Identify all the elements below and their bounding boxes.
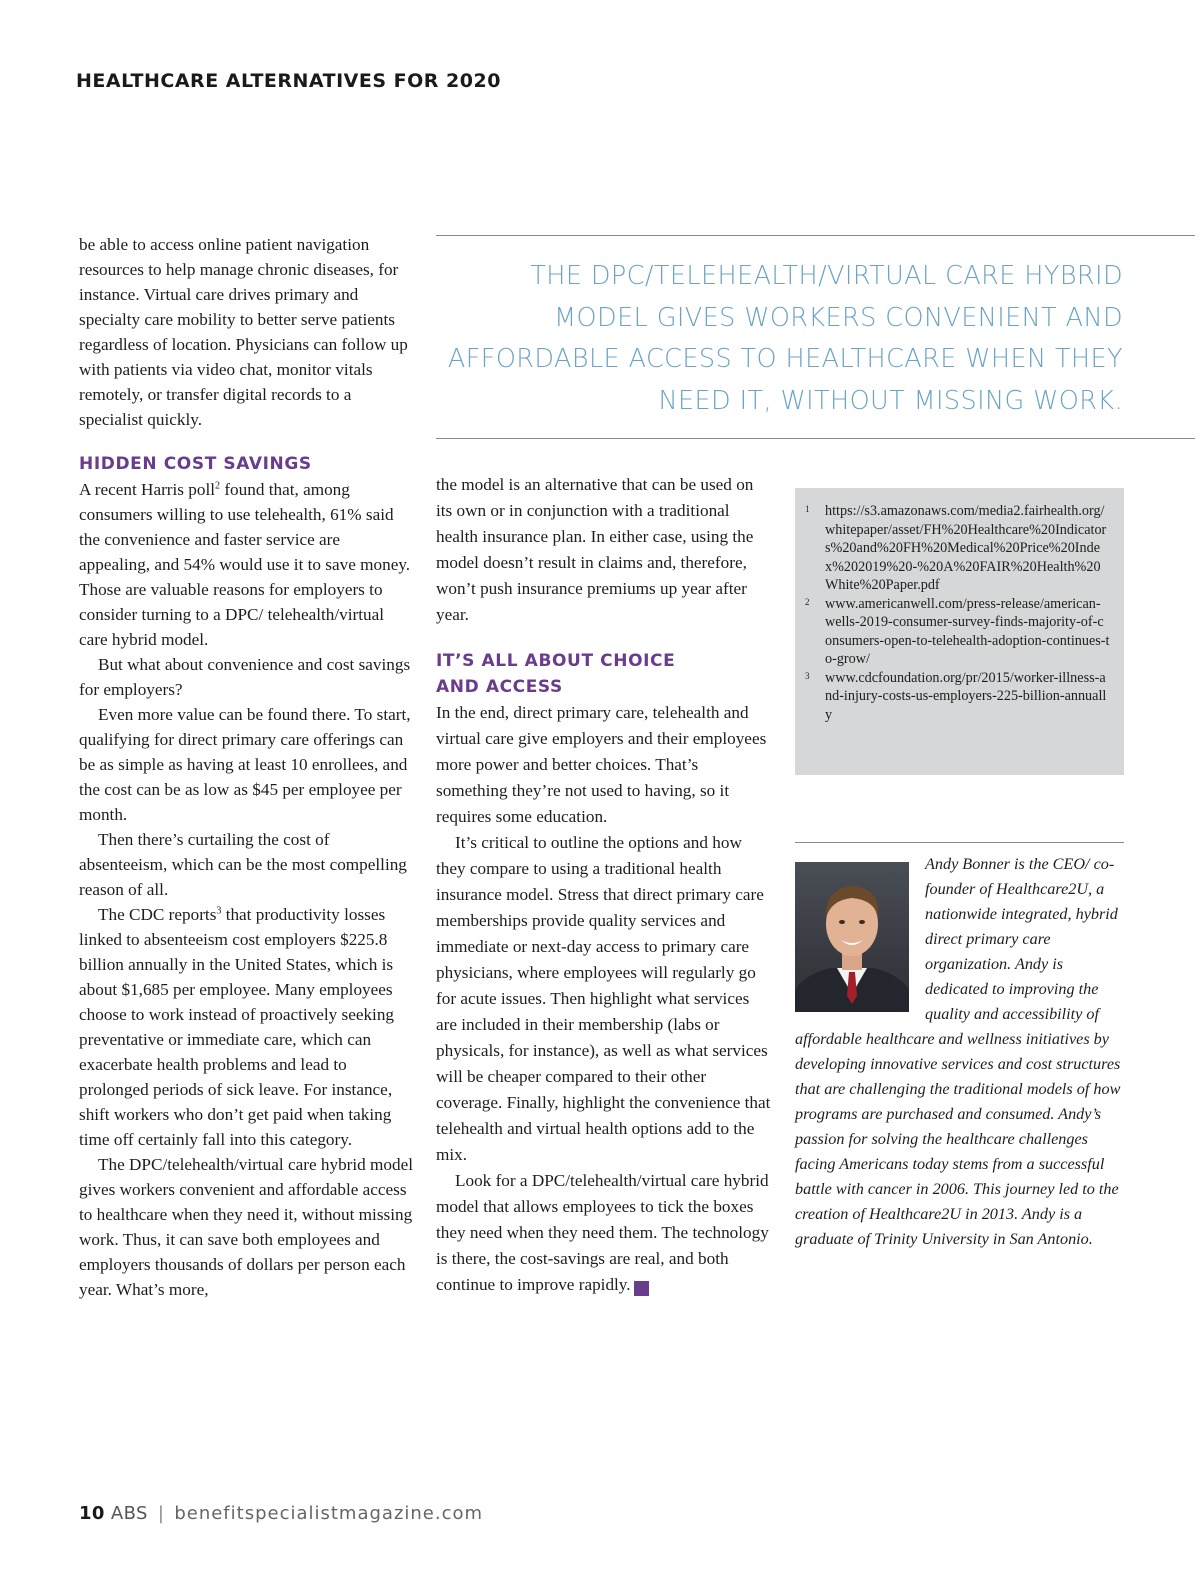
subhead-line: AND ACCESS [436,677,563,697]
paragraph [436,1168,771,1298]
article-column-1 [79,232,414,1302]
subhead-line: IT’S ALL ABOUT CHOICE [436,651,676,671]
paragraph: But what about convenience and cost savings for employers? [79,655,411,699]
subhead-choice-and-access [436,648,771,700]
website-link[interactable]: benefitspecialistmagazine.com [174,1503,484,1524]
article-column-2 [436,472,771,1298]
paragraph: In the end, direct primary care, telehealth and virtual care give employers and their employees more power and better choices. That’s something they’re not used to having, so it requires some education. [436,703,767,826]
footnote [805,669,1110,725]
footnote-text: www.cdcfoundation.org/pr/2015/worker-illness-and-injury-costs-us-employers-225-billion-annually [825,669,1107,723]
footnote [805,595,1110,669]
footnote-text: https://s3.amazonaws.com/media2.fairhealth.org/whitepaper/asset/FH%20Healthcare%20Indicators%20and%20FH%20Medical%20Price%20Index%202019%20-%20A%20FAIR%20Health%20White%20Paper.pdf [825,503,1107,593]
paragraph: the model is an alternative that can be used on its own or in conjunction with a traditional health insurance plan. In either case, using the model doesn’t result in claims and, therefore, won’t push insurance premiums up year after year. [436,475,754,624]
subhead-hidden-cost-savings: HIDDEN COST SAVINGS [79,454,312,474]
footnote [805,502,1110,595]
publication-name: ABS [110,1503,148,1524]
text-run: A recent Harris poll [79,480,216,499]
footer-separator: | [157,1503,165,1524]
pull-quote: THE DPC/TELEHEALTH/VIRTUAL CARE HYBRID MODEL GIVES WORKERS CONVENIENT AND AFFORDABLE ACCESS TO HEALTHCARE WHEN THEY NEED IT, WITHOUT MISSING WORK. [447,261,1123,416]
end-mark-icon: ABS [634,1281,649,1296]
paragraph: Even more value can be found there. To start, qualifying for direct primary care offerings can be as simple as having at least 10 enrollees, and the cost can be as low as $45 per employee per month. [79,705,411,824]
pull-quote-box [436,235,1195,439]
divider [795,842,1124,843]
footnote-number: 2 [805,596,810,607]
text-run: Look for a DPC/telehealth/virtual care hybrid model that allows employees to tick the boxes they need when they need them. The technology is there, the cost-savings are real, and both continue to improve rapidly. [436,1171,769,1294]
text-run: found that, among consumers willing to use telehealth, 61% said the convenience and faster service are appealing, and 54% would use it to save money. Those are valuable reasons for employers to consider turning to a DPC/ telehealth/virtual care hybrid model. [79,480,411,649]
footnotes-box [795,488,1124,775]
paragraph [79,477,414,652]
footnote-ref: 2 [215,480,221,492]
footnote-number: 3 [805,670,810,681]
section-title: HEALTHCARE ALTERNATIVES FOR 2020 [76,70,501,92]
author-bio [795,852,1125,1252]
paragraph: Then there’s curtailing the cost of absenteeism, which can be the most compelling reason of all. [79,830,407,899]
paragraph [79,902,414,1152]
bio-text: Andy Bonner is the CEO/ co-founder of Healthcare2U, a nationwide integrated, hybrid direct primary care organization. Andy is dedicated to improving the quality and accessibility of affordable healthcare and wellness initiatives by developing innovative services and cost structures that are challenging the traditional models of how programs are purchased and consumed. Andy’s passion for solving the healthcare challenges facing Americans today stems from a successful battle with cancer in 2006. This journey led to the creation of Healthcare2U in 2013. Andy is a graduate of Trinity University in San Antonio. [795,855,1121,1248]
page-number: 10 [79,1503,105,1524]
paragraph: The DPC/telehealth/virtual care hybrid model gives workers convenient and affordable access to healthcare when they need it, without missing work. Thus, it can save both employees and employers thousands of dollars per person each year. What’s more, [79,1155,414,1299]
footnote-text: www.americanwell.com/press-release/american-wells-2019-consumer-survey-finds-majority-of-consumers-open-to-telehealth-adoption-continues-to-grow/ [825,595,1110,667]
text-run: that productivity losses linked to absenteeism cost employers $225.8 billion annually in the United States, which is about $1,685 per employee. Many employees choose to work instead of proactively seeking preventative or immediate care, which can exacerbate health problems and lead to prolonged periods of sick leave. For instance, shift workers who don’t get paid when taking time off certainly fall into this category. [79,905,395,1149]
page-footer [79,1503,483,1524]
text-run: The CDC reports [98,905,217,924]
author-portrait [795,862,909,1012]
footnote-number: 1 [805,504,810,514]
paragraph: It’s critical to outline the options and how they compare to using a traditional health insurance model. Stress that direct primary care memberships provide quality services and immediate or next-day access to primary care physicians, where employees will regularly go for acute issues. Then highlight what services are included in their membership (labs or physicals, for instance), as well as what services will be cheaper compared to their other coverage. Finally, highlight the convenience that telehealth and virtual health options add to the mix. [436,833,771,1164]
paragraph: be able to access online patient navigation resources to help manage chronic diseases, for instance. Virtual care drives primary and specialty care mobility to better serve patients regardless of location. Physicians can follow up with patients via video chat, monitor vitals remotely, or transfer digital records to a specialist quickly. [79,235,408,429]
footnote-ref: 3 [216,905,222,917]
